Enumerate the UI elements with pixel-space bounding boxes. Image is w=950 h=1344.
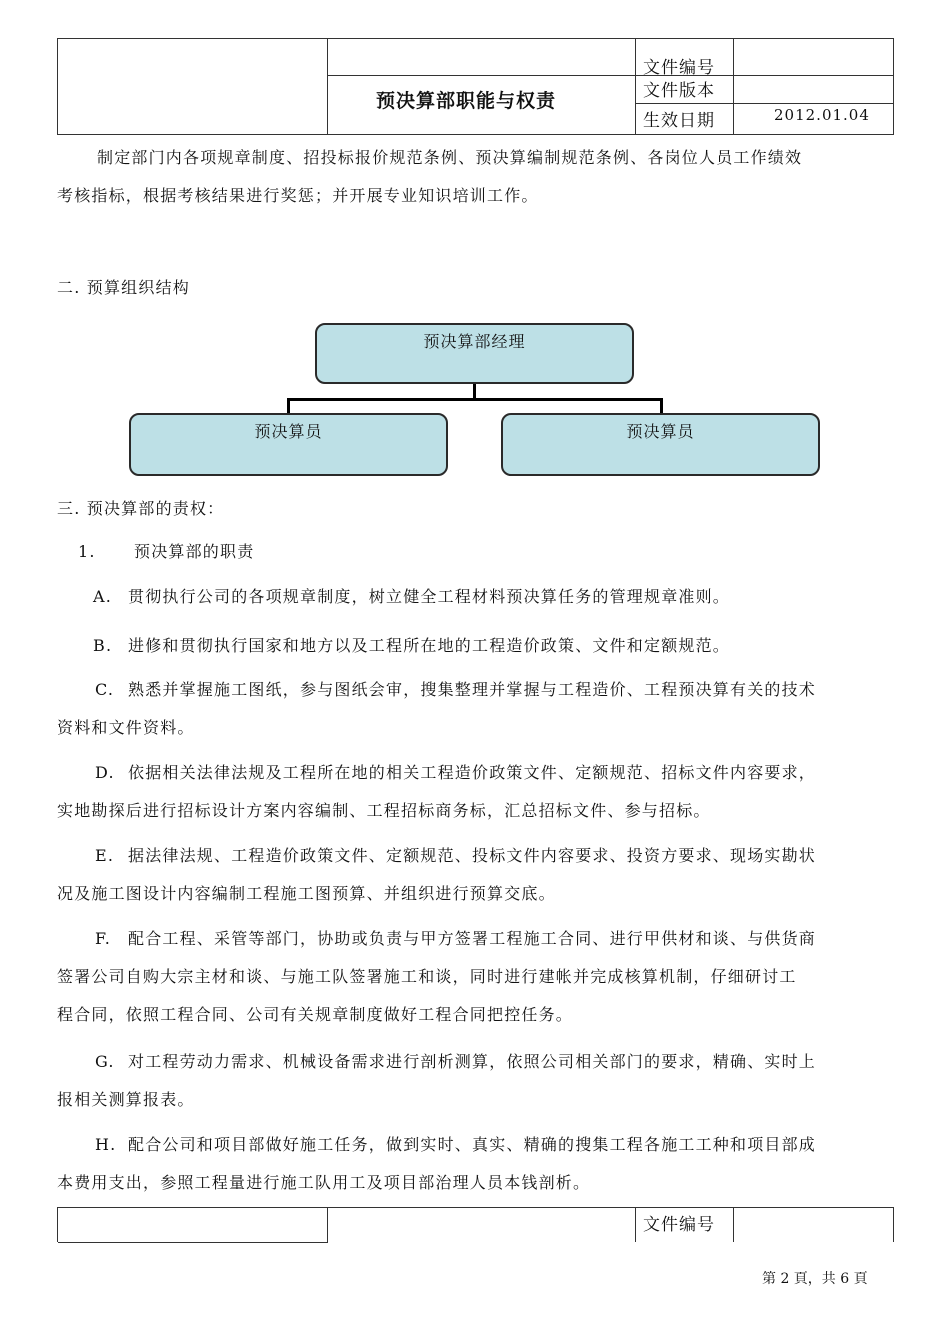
item-letter: E. (95, 846, 115, 865)
org-node-label: 预决算员 (626, 422, 695, 441)
item-h-line-1: 配合公司和项目部做好施工任务，做到实时、真实、精确的搜集工程各施工工种和项目部成 (128, 1135, 817, 1154)
footer-table (57, 1207, 894, 1242)
org-node-budgeter-right (501, 413, 820, 476)
item-letter: H. (95, 1135, 117, 1154)
item-f-line-3: 程合同，依照工程合同、公司有关规章制度做好工程合同把控任务。 (57, 1005, 574, 1024)
item-c-line-1: 熟悉并掌握施工图纸，参与图纸会审，搜集整理并掌握与工程造价、工程预决算有关的技术 (128, 680, 817, 699)
item-f-line-1: 配合工程、采管等部门，协助或负责与甲方签署工程施工合同、进行甲供材和谈、与供货商 (128, 929, 817, 948)
org-node-budgeter-left (129, 413, 448, 476)
item-c-line-2: 资料和文件资料。 (57, 718, 195, 737)
item-letter: C. (95, 680, 115, 699)
org-node-label: 预决算部经理 (423, 332, 526, 351)
page-number: 第 2 頁，共 6 頁 (762, 1271, 868, 1287)
footer-label-file-number: 文件编号 (643, 1215, 715, 1235)
item-a-line-1: 贯彻执行公司的各项规章制度，树立健全工程材料预决算任务的管理规章准则。 (128, 587, 731, 606)
org-connector (473, 384, 476, 399)
effective-date-value: 2012.01.04 (774, 106, 870, 124)
org-node-manager (315, 323, 634, 384)
header-divider (733, 39, 734, 134)
item-f-line-2: 签署公司自购大宗主材和谈、与施工队签署施工和谈，同时进行建帐并完成核算机制，仔细研讨工 (57, 967, 797, 986)
header-divider (635, 39, 636, 134)
item-d-line-2: 实地勘探后进行招标设计方案内容编制、工程招标商务标，汇总招标文件、参与招标。 (57, 801, 711, 820)
item-g-line-1: 对工程劳动力需求、机械设备需求进行剖析测算，依照公司相关部门的要求，精确、实时上 (128, 1052, 817, 1071)
item-e-line-1: 据法律法规、工程造价政策文件、定额规范、投标文件内容要求、投资方要求、现场实勘状 (128, 846, 817, 865)
footer-divider (733, 1208, 734, 1242)
label-effective-date: 生效日期 (643, 111, 715, 131)
org-connector (287, 398, 663, 401)
footer-bottom-line (58, 1242, 328, 1243)
header-row-line (327, 75, 893, 76)
subsection-title: 预决算部的职责 (134, 542, 255, 561)
item-d-line-1: 依据相关法律法规及工程所在地的相关工程造价政策文件、定额规范、招标文件内容要求， (128, 763, 817, 782)
item-g-line-2: 报相关测算报表。 (57, 1090, 195, 1109)
item-b-line-1: 进修和贯彻执行国家和地方以及工程所在地的工程造价政策、文件和定额规范。 (128, 636, 731, 655)
header-divider (327, 39, 328, 134)
item-e-line-2: 况及施工图设计内容编制工程施工图预算、并组织进行预算交底。 (57, 884, 556, 903)
header-row-line (635, 103, 893, 104)
item-letter: D. (95, 763, 115, 782)
org-connector (287, 398, 290, 414)
item-letter: G. (95, 1052, 115, 1071)
org-node-label: 预决算员 (254, 422, 323, 441)
item-letter: F. (95, 929, 112, 948)
item-letter: A. (93, 587, 113, 606)
subsection-number: 1. (78, 542, 96, 561)
footer-divider (635, 1208, 636, 1242)
label-file-version: 文件版本 (643, 81, 715, 101)
intro-line-2: 考核指标，根据考核结果进行奖惩；并开展专业知识培训工作。 (57, 186, 539, 205)
section-3-heading: 三. 预决算部的责权： (57, 499, 225, 518)
item-letter: B. (93, 636, 113, 655)
footer-divider (327, 1208, 328, 1242)
document-title: 预决算部职能与权责 (376, 90, 557, 112)
item-h-line-2: 本费用支出，参照工程量进行施工队用工及项目部治理人员本钱剖析。 (57, 1173, 591, 1192)
intro-line-1: 制定部门内各项规章制度、招投标报价规范条例、预决算编制规范条例、各岗位人员工作绩效 (97, 148, 803, 167)
label-file-number: 文件编号 (643, 58, 715, 78)
org-connector (660, 398, 663, 414)
section-2-heading: 二. 预算组织结构 (57, 278, 190, 297)
